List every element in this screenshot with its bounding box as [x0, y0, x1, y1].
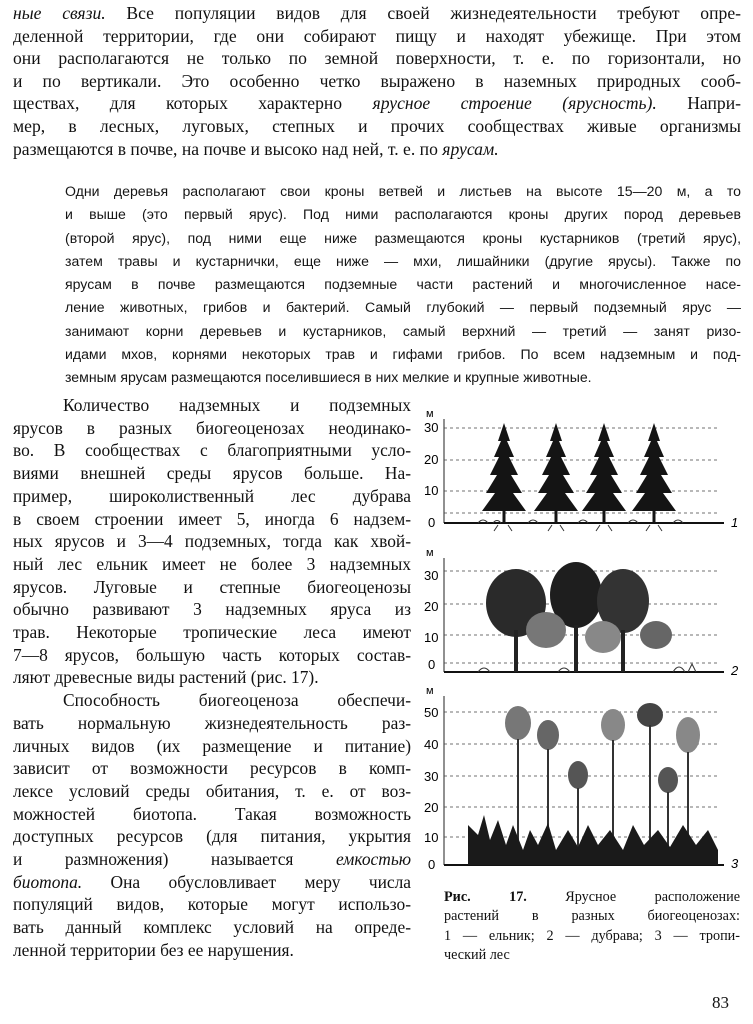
text-line: (второй ярус), под ними еще ниже размещаются кроны кустарников (третий ярус), — [65, 229, 741, 246]
text-line: ществах, для которых характерно ярусное строение (ярусность). Напри- — [13, 93, 741, 114]
text-line: биотопа. Она обусловливает меру числа — [13, 871, 411, 892]
term-italic: ярусам. — [442, 138, 499, 159]
text-line: трав. Некоторые тропические леса имеют — [13, 622, 411, 643]
svg-text:20: 20 — [424, 599, 439, 614]
svg-text:20: 20 — [424, 800, 439, 815]
figure-17 — [418, 405, 748, 883]
left-column — [13, 394, 411, 962]
text-line: можностей биотопа. Такая возможность — [13, 803, 411, 824]
text-line: идами мхов, корнями некоторых трав и гифами грибов. По всем надземным и под- — [65, 346, 741, 363]
svg-text:м: м — [426, 685, 434, 697]
text-line: ярусам в почве размещаются подземные части растений и многочисленное насе- — [65, 276, 741, 293]
text-line: ческий лес — [444, 946, 510, 963]
svg-text:0: 0 — [428, 515, 436, 530]
svg-text:50: 50 — [424, 705, 439, 720]
svg-text:10: 10 — [424, 630, 439, 645]
svg-text:0: 0 — [428, 857, 436, 872]
page-number: 83 — [712, 993, 729, 1012]
text-line: виями внешней среды ярусов больше. На- — [13, 463, 411, 484]
text-line: Рис. 17. Ярусное расположение — [444, 889, 740, 905]
text-line: они располагаются не только по земной поверхности, т. е. по горизонтали, но — [13, 48, 741, 69]
text-line: растений в разных биогеоценозах: — [444, 908, 740, 925]
figure-caption — [444, 888, 740, 965]
svg-text:30: 30 — [424, 420, 439, 435]
term-italic: биотопа. — [13, 871, 83, 892]
panel-3-tropical — [424, 685, 739, 872]
svg-text:10: 10 — [424, 483, 439, 498]
text-line: ярусов. Луговые и степные биогеоценозы — [13, 576, 411, 597]
panel-number: 2 — [731, 663, 739, 678]
text-line: земным ярусам размещаются поселившиеся в них мелкие и крупные животные. — [65, 369, 592, 386]
text-line: Способность биогеоценоза обеспечи- — [63, 690, 411, 711]
text-line: ленной территории без ее нарушения. — [13, 939, 294, 960]
panel-2-oak — [424, 547, 739, 678]
text-line: ление животных, грибов и бактерий. Самый глубокий — первый подземный ярус — — [65, 299, 741, 316]
text-line: Количество надземных и подземных — [63, 395, 411, 415]
svg-text:30: 30 — [424, 568, 439, 583]
text-line: занимают корни деревьев и кустарников, самый верхний — третий — занят ризо- — [65, 322, 741, 339]
panel-number: 1 — [731, 515, 739, 530]
example-block — [65, 180, 741, 390]
svg-text:30: 30 — [424, 769, 439, 784]
term-italic: емкостью — [335, 849, 411, 870]
text-line: ярусов в разных биогеоценозах неодинако- — [13, 417, 411, 438]
text-line: ные связи. Все популяции видов для своей жизнедеятельности требуют опре- — [13, 3, 741, 23]
forest-layers-diagram — [418, 405, 748, 883]
text-line: во. В сообществах с благоприятными усло- — [13, 440, 411, 461]
panel-number: 3 — [731, 856, 739, 871]
term-italic: ярусное строение (ярусность). — [372, 93, 657, 114]
text-line: Одни деревья располагают свои кроны ветвей и листьев на высоте 15—20 м, а то — [65, 183, 741, 199]
text-line: и по вертикали. Это особенно четко выражено в наземных природных сооб- — [13, 70, 741, 91]
svg-text:40: 40 — [424, 737, 439, 752]
svg-text:20: 20 — [424, 452, 439, 467]
text-line: и размножения) называется емкостью — [13, 849, 411, 870]
text-line: размещаются в почве, на почве и высоко над ней, т. е. по ярусам. — [13, 138, 499, 159]
text-line: ных ярусов и 3—4 подземных, тогда как хвой- — [13, 531, 411, 552]
text-line: затем травы и кустарнички, еще ниже — мхи, лишайники (другие ярусы). Также по — [65, 252, 741, 269]
text-line: ный лес ельник имеет не более 3 надземных — [13, 553, 411, 574]
text-line: в своем строении имеет 5, иногда 6 надзем- — [13, 508, 411, 529]
text-line: мер, в лесных, луговых, степных и прочих сообществах живые организмы — [13, 115, 741, 136]
axis-unit: м — [426, 408, 434, 420]
text-line: обычно развивают 3 надземных яруса из — [13, 599, 411, 620]
svg-text:м: м — [426, 547, 434, 559]
svg-text:0: 0 — [428, 657, 436, 672]
text-line: лексе условий среды обитания, т. е. от воз- — [13, 780, 411, 801]
top-paragraph — [13, 2, 741, 160]
svg-text:10: 10 — [424, 830, 439, 845]
text-line: личных видов (их размещение и питание) — [13, 735, 411, 756]
text-line: популяций видов, которые могут использо- — [13, 894, 411, 915]
text-line: доступных ресурсов (для питания, укрытия — [13, 826, 411, 847]
term-italic: ные связи. — [13, 3, 106, 23]
text-line: 1 — ельник; 2 — дубрава; 3 — тропи- — [444, 927, 740, 944]
text-line: пример, широколиственный лес дубрава — [13, 485, 411, 506]
text-line: деленной территории, где они собирают пищу и находят убежище. При этом — [13, 25, 741, 46]
panel-1-spruce — [424, 408, 738, 531]
text-line: вать данный комплекс условий на опреде- — [13, 917, 411, 938]
text-line: и выше (это первый ярус). Под ними располагаются кроны других пород деревьев — [65, 206, 741, 223]
caption-label: Рис. 17. — [444, 889, 527, 905]
text-line: вать нормальную жизнедеятельность раз- — [13, 712, 411, 733]
text-line: ляют древесные виды растений (рис. 17). — [13, 667, 319, 688]
text-line: 7—8 ярусов, большую часть которых состав- — [13, 644, 411, 665]
text-line: зависит от возможности ресурсов в комп- — [13, 758, 411, 779]
